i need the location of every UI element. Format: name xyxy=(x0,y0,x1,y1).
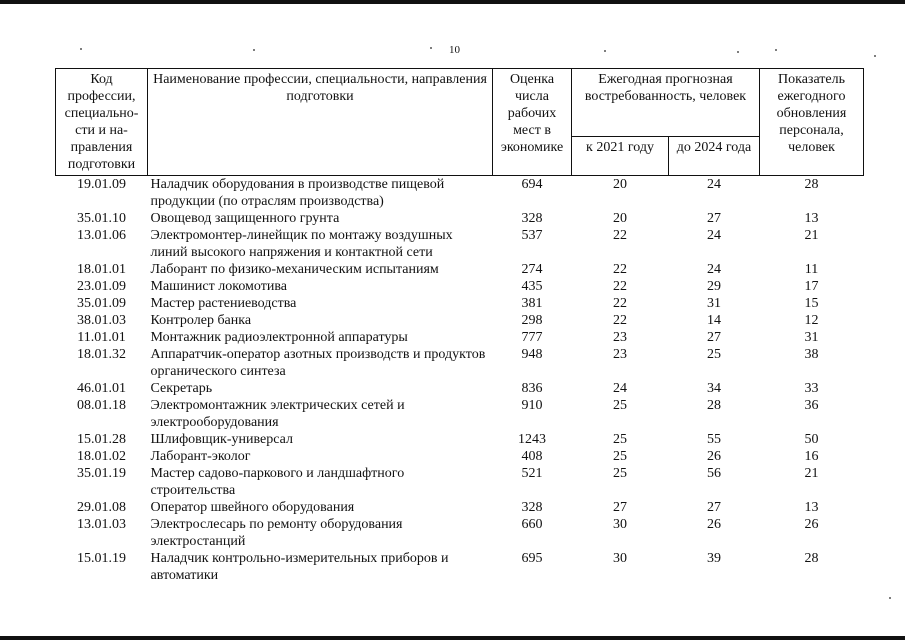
cell-code: 19.01.09 xyxy=(77,177,126,192)
cell-name: Лаборант по физико-механическим испытаниям xyxy=(150,262,439,277)
cell-name: Овощевод защищенного грунта xyxy=(150,211,340,226)
cell-code: 35.01.19 xyxy=(77,466,126,481)
cell-demand-2024: 27 xyxy=(707,330,721,345)
cell-name: Электромонтер-линейщик по монтажу воздушных линий высокого напряжения и контактной сети xyxy=(150,228,453,260)
cell-demand-2024: 34 xyxy=(707,381,721,396)
cell-name: Аппаратчик-оператор азотных производств и продуктов органического синтеза xyxy=(150,347,486,379)
table-row xyxy=(56,397,864,431)
cell-renewal: 31 xyxy=(804,330,819,345)
cell-renewal: 15 xyxy=(804,296,819,311)
cell-demand-2021: 25 xyxy=(613,432,627,447)
cell-renewal: 33 xyxy=(804,381,819,396)
table-row xyxy=(56,499,864,516)
cell-demand-2021: 24 xyxy=(613,381,627,396)
cell-name: Наладчик оборудования в производстве пищевой продукции (по отраслям производства) xyxy=(150,177,445,209)
table-row xyxy=(56,431,864,448)
scan-bottom-border xyxy=(0,636,905,640)
cell-demand-2021: 27 xyxy=(613,500,627,515)
professions-table xyxy=(55,68,864,584)
cell-estimate: 836 xyxy=(521,381,543,396)
table-header-row xyxy=(56,69,864,137)
page-number: 10 xyxy=(449,44,460,56)
cell-estimate: 1243 xyxy=(518,432,546,447)
cell-name: Мастер растениеводства xyxy=(150,296,297,311)
cell-demand-2024: 26 xyxy=(707,449,721,464)
cell-demand-2021: 22 xyxy=(613,313,627,328)
cell-demand-2021: 25 xyxy=(613,398,627,413)
cell-estimate: 328 xyxy=(521,211,543,226)
cell-demand-2024: 55 xyxy=(707,432,721,447)
cell-code: 08.01.18 xyxy=(77,398,126,413)
cell-name: Мастер садово-паркового и ландшафтного строительства xyxy=(150,466,405,498)
cell-demand-2021: 30 xyxy=(613,551,627,566)
cell-renewal: 16 xyxy=(804,449,819,464)
cell-estimate: 948 xyxy=(521,347,543,362)
cell-demand-2024: 39 xyxy=(707,551,721,566)
cell-renewal: 28 xyxy=(804,177,819,192)
cell-renewal: 28 xyxy=(804,551,819,566)
cell-name: Контролер банка xyxy=(150,313,252,328)
header-demand-2024: до 2024 года xyxy=(669,137,760,176)
cell-estimate: 695 xyxy=(521,551,543,566)
cell-estimate: 521 xyxy=(521,466,543,481)
header-name: Наименование профессии, специальности, направления подготовки xyxy=(148,69,493,176)
cell-demand-2021: 20 xyxy=(613,211,627,226)
cell-demand-2021: 22 xyxy=(613,228,627,243)
cell-code: 35.01.10 xyxy=(77,211,126,226)
cell-estimate: 435 xyxy=(521,279,543,294)
cell-demand-2024: 28 xyxy=(707,398,721,413)
header-demand: Ежегодная прогнозная востребованность, человек xyxy=(572,69,760,137)
cell-name: Машинист локомотива xyxy=(150,279,287,294)
cell-renewal: 38 xyxy=(804,347,819,362)
cell-demand-2024: 24 xyxy=(707,262,721,277)
cell-code: 18.01.01 xyxy=(77,262,126,277)
header-estimate: Оценка числа рабочих мест в экономике xyxy=(493,69,572,176)
cell-code: 15.01.28 xyxy=(77,432,126,447)
scan-speck xyxy=(737,51,739,53)
cell-estimate: 381 xyxy=(521,296,543,311)
cell-demand-2024: 24 xyxy=(707,177,721,192)
cell-code: 13.01.03 xyxy=(77,517,126,532)
table-row xyxy=(56,176,864,211)
cell-estimate: 298 xyxy=(521,313,543,328)
cell-code: 18.01.32 xyxy=(77,347,126,362)
cell-demand-2021: 23 xyxy=(613,347,627,362)
header-renewal: Показатель ежегодного обновления персонала, человек xyxy=(760,69,864,176)
table-row xyxy=(56,227,864,261)
scan-speck xyxy=(604,50,606,52)
cell-estimate: 660 xyxy=(521,517,543,532)
cell-renewal: 13 xyxy=(804,500,819,515)
cell-name: Наладчик контрольно-измерительных приборов и автоматики xyxy=(150,551,449,583)
table-body xyxy=(56,176,864,585)
table-row xyxy=(56,329,864,346)
cell-estimate: 910 xyxy=(521,398,543,413)
cell-renewal: 13 xyxy=(804,211,819,226)
cell-demand-2021: 25 xyxy=(613,449,627,464)
table-row xyxy=(56,210,864,227)
cell-code: 18.01.02 xyxy=(77,449,126,464)
scan-top-border xyxy=(0,0,905,4)
cell-demand-2024: 56 xyxy=(707,466,721,481)
cell-demand-2021: 25 xyxy=(613,466,627,481)
cell-estimate: 694 xyxy=(521,177,543,192)
table-row xyxy=(56,295,864,312)
cell-demand-2024: 26 xyxy=(707,517,721,532)
cell-name: Электрослесарь по ремонту оборудования электростанций xyxy=(150,517,403,549)
scan-speck xyxy=(430,47,432,49)
cell-demand-2021: 23 xyxy=(613,330,627,345)
cell-demand-2021: 22 xyxy=(613,262,627,277)
cell-name: Монтажник радиоэлектронной аппаратуры xyxy=(150,330,408,345)
cell-demand-2024: 25 xyxy=(707,347,721,362)
cell-demand-2024: 31 xyxy=(707,296,721,311)
cell-code: 46.01.01 xyxy=(77,381,126,396)
cell-estimate: 274 xyxy=(521,262,543,277)
cell-code: 29.01.08 xyxy=(77,500,126,515)
cell-name: Шлифовщик-универсал xyxy=(150,432,293,447)
cell-estimate: 408 xyxy=(521,449,543,464)
cell-name: Лаборант-эколог xyxy=(150,449,251,464)
table-row xyxy=(56,516,864,550)
table-row xyxy=(56,312,864,329)
table-row xyxy=(56,261,864,278)
cell-renewal: 17 xyxy=(804,279,819,294)
cell-code: 11.01.01 xyxy=(77,330,126,345)
cell-code: 35.01.09 xyxy=(77,296,126,311)
cell-demand-2021: 20 xyxy=(613,177,627,192)
cell-renewal: 11 xyxy=(804,262,819,277)
cell-name: Секретарь xyxy=(150,381,213,396)
cell-estimate: 537 xyxy=(521,228,543,243)
cell-name: Электромонтажник электрических сетей и электрооборудования xyxy=(150,398,405,430)
cell-demand-2021: 30 xyxy=(613,517,627,532)
table-row xyxy=(56,380,864,397)
cell-demand-2024: 29 xyxy=(707,279,721,294)
table-row xyxy=(56,278,864,295)
cell-code: 13.01.06 xyxy=(77,228,126,243)
cell-demand-2021: 22 xyxy=(613,296,627,311)
scan-speck xyxy=(253,49,255,51)
table-row xyxy=(56,465,864,499)
table-row xyxy=(56,550,864,584)
cell-estimate: 777 xyxy=(521,330,543,345)
scan-speck xyxy=(775,49,777,51)
cell-estimate: 328 xyxy=(521,500,543,515)
cell-code: 38.01.03 xyxy=(77,313,126,328)
cell-code: 23.01.09 xyxy=(77,279,126,294)
header-code: Код профессии, специально-сти и на-правления подготовки xyxy=(56,69,148,176)
cell-demand-2024: 27 xyxy=(707,211,721,226)
scan-speck xyxy=(874,55,876,57)
cell-code: 15.01.19 xyxy=(77,551,126,566)
cell-renewal: 21 xyxy=(804,466,819,481)
cell-renewal: 12 xyxy=(804,313,819,328)
header-demand-2021: к 2021 году xyxy=(572,137,669,176)
cell-demand-2021: 22 xyxy=(613,279,627,294)
cell-renewal: 21 xyxy=(804,228,819,243)
scan-speck xyxy=(80,48,82,50)
cell-demand-2024: 14 xyxy=(707,313,721,328)
cell-renewal: 50 xyxy=(804,432,819,447)
cell-name: Оператор швейного оборудования xyxy=(150,500,355,515)
cell-demand-2024: 27 xyxy=(707,500,721,515)
table-row xyxy=(56,448,864,465)
scan-speck xyxy=(889,597,891,599)
cell-demand-2024: 24 xyxy=(707,228,721,243)
cell-renewal: 26 xyxy=(804,517,819,532)
cell-renewal: 36 xyxy=(804,398,819,413)
table-row xyxy=(56,346,864,380)
